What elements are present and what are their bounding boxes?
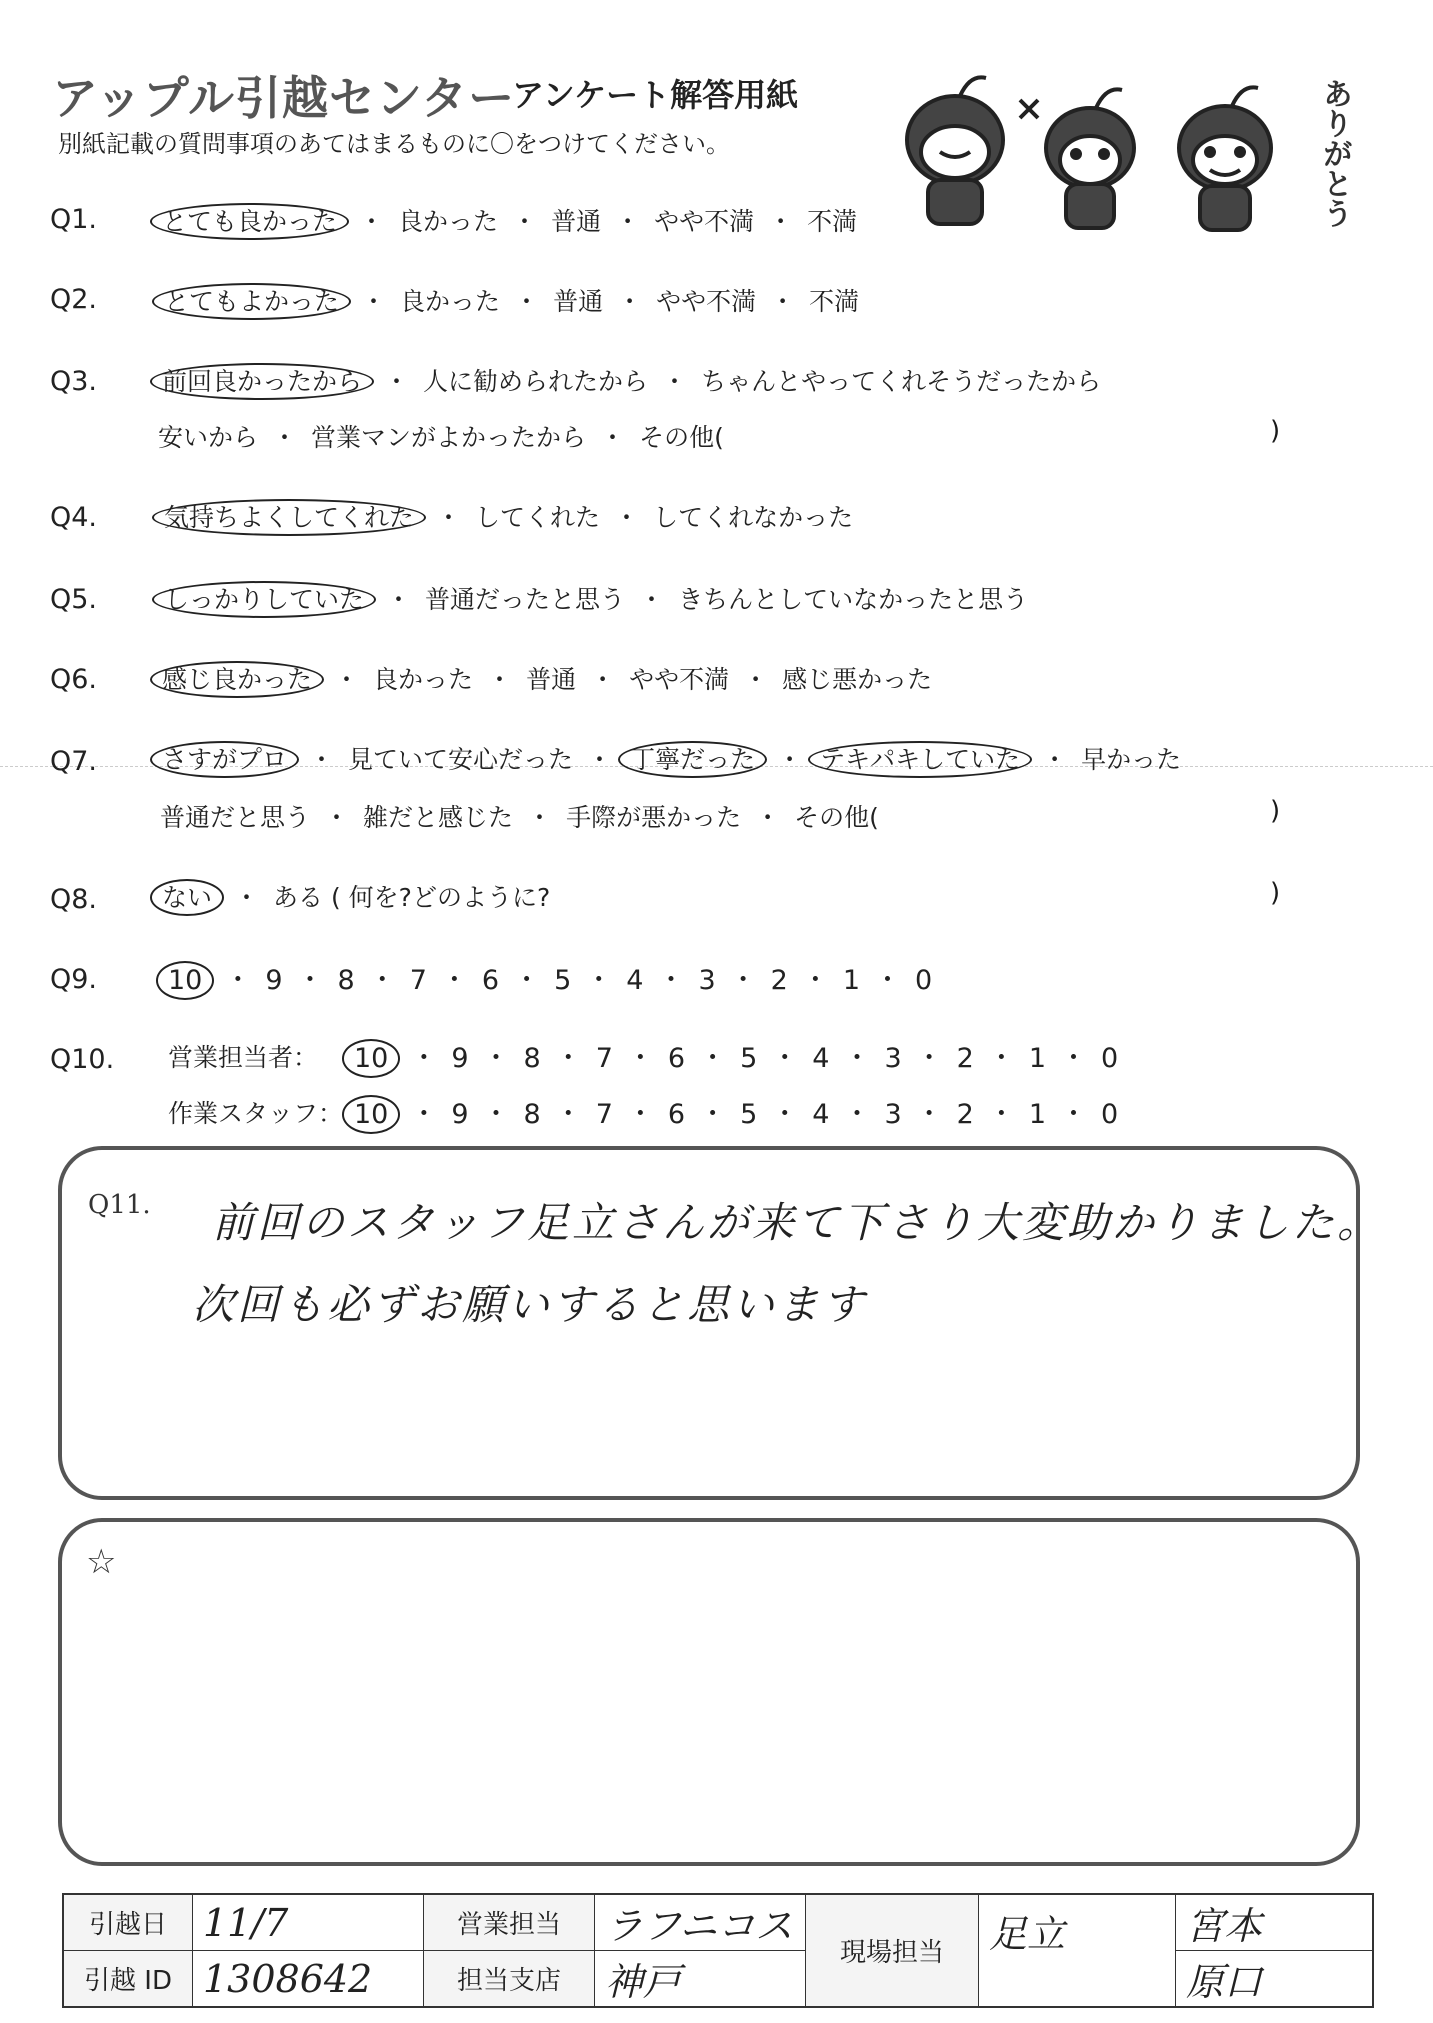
q10-staff-score[interactable]: 6 (667, 1099, 686, 1130)
q7-number: Q7. (50, 746, 98, 777)
q3-option[interactable]: 営業マンがよかったから (311, 423, 587, 452)
q9-score[interactable]: 4 (626, 965, 644, 996)
q2-option[interactable]: やや不満 (656, 287, 757, 316)
q10-sales-score[interactable]: 7 (595, 1043, 613, 1074)
q5-option-selected[interactable]: しっかりしていた (152, 581, 376, 618)
q10-sales-score[interactable]: 3 (884, 1043, 902, 1074)
q7-option[interactable]: 普通だと思う (160, 803, 311, 832)
site-staff-1[interactable]: 足立 (979, 1894, 1176, 2007)
q7-option-other[interactable]: その他( (794, 803, 879, 832)
q7-options-line2: 普通だと思う ・ 雑だと感じた ・ 手際が悪かった ・ その他( (160, 803, 879, 832)
q3-option[interactable]: 安いから (158, 423, 259, 452)
q10-staff-score[interactable]: 9 (451, 1099, 469, 1130)
q11-comment-line2: 次回も必ずお願いすると思います (192, 1280, 868, 1329)
star-comment-box[interactable] (58, 1518, 1360, 1866)
q9-number: Q9. (50, 964, 98, 995)
company-name: アップル引越センター (52, 71, 516, 125)
q1-options: とても良かった ・ 良かった ・ 普通 ・ やや不満 ・ 不満 (158, 202, 857, 238)
q1-option[interactable]: 不満 (807, 207, 858, 236)
q7-option-selected[interactable]: さすがプロ (150, 741, 299, 778)
q7-option[interactable]: 手際が悪かった (566, 803, 742, 832)
q10-sales-score[interactable]: 6 (667, 1043, 686, 1074)
q7-option[interactable]: 見ていて安心だった (348, 745, 574, 774)
q1-number: Q1. (50, 204, 98, 235)
q5-option[interactable]: 普通だったと思う (425, 585, 626, 614)
q11-comment-box[interactable] (58, 1146, 1383, 1500)
q9-scale: 10 ・ 9 ・ 8 ・ 7 ・ 6 ・ 5 ・ 4 ・ 3 ・ 2 ・ 1 ・ 0 (164, 958, 932, 997)
q7-option-selected[interactable]: テキパキしていた (808, 741, 1032, 778)
q8-paren-close: ) (1270, 878, 1281, 908)
q9-score-selected[interactable]: 10 (156, 961, 214, 1000)
q10-number: Q10. (50, 1044, 115, 1075)
q10-sales-score-selected[interactable]: 10 (342, 1039, 400, 1078)
q8-option-selected[interactable]: ない (150, 879, 224, 916)
q2-option[interactable]: 普通 (553, 287, 604, 316)
q10-staff-score[interactable]: 1 (1028, 1099, 1047, 1130)
q1-option-selected[interactable]: とても良かった (150, 203, 349, 240)
instruction-text: 別紙記載の質問事項のあてはまるものに〇をつけてください。 (58, 130, 730, 158)
move-date-label: 引越日 (63, 1894, 193, 1951)
q10-staff-score[interactable]: 5 (740, 1099, 758, 1130)
q3-paren-close: ) (1270, 416, 1281, 446)
q4-option-selected[interactable]: 気持ちよくしてくれた (152, 499, 426, 536)
q10-staff-scale: 10 ・ 9 ・ 8 ・ 7 ・ 6 ・ 5 ・ 4 ・ 3 ・ 2 ・ 1 ・ 0 (350, 1092, 1118, 1131)
q3-option[interactable]: ちゃんとやってくれそうだったから (701, 367, 1102, 396)
q8-option[interactable]: ある ( 何を?どのように? (273, 883, 551, 912)
q1-option[interactable]: やや不満 (654, 207, 755, 236)
branch-value[interactable]: 神戸 (595, 1951, 806, 2008)
q1-option[interactable]: 普通 (551, 207, 602, 236)
site-label: 現場担当 (806, 1894, 979, 2007)
q7-option[interactable]: 早かった (1081, 745, 1182, 774)
q4-number: Q4. (50, 502, 98, 533)
mascot-2 (1020, 89, 1134, 228)
q10-staff-label: 作業スタッフ： (168, 1099, 344, 1128)
q4-options: 気持ちよくしてくれた ・ してくれた ・ してくれなかった (160, 498, 853, 534)
q7-option[interactable]: 雑だと感じた (363, 803, 514, 832)
q2-options: とてもよかった ・ 良かった ・ 普通 ・ やや不満 ・ 不満 (160, 282, 859, 318)
q10-staff-score[interactable]: 4 (812, 1099, 830, 1130)
q7-options: さすがプロ ・ 見ていて安心だった ・ 丁寧だった ・ テキパキしていた ・ 早かった (158, 740, 1181, 776)
q5-options: しっかりしていた ・ 普通だったと思う ・ きちんとしていなかったと思う (160, 580, 1028, 616)
q10-staff-score[interactable]: 0 (1101, 1099, 1119, 1130)
q10-staff-score[interactable]: 3 (884, 1099, 902, 1130)
q10-sales-score[interactable]: 4 (812, 1043, 830, 1074)
mascot-caption: ありがとう (1317, 78, 1352, 228)
q10-staff-score[interactable]: 8 (523, 1099, 541, 1130)
sales-value[interactable]: ラフニコス (595, 1894, 806, 1951)
q6-option[interactable]: 感じ悪かった (782, 665, 933, 694)
site-staff-3[interactable]: 原口 (1176, 1951, 1374, 2008)
q9-score[interactable]: 0 (915, 965, 933, 996)
q4-option[interactable]: してくれなかった (653, 503, 854, 532)
q7-paren-close: ) (1270, 796, 1281, 826)
q3-options: 前回良かったから ・ 人に勧められたから ・ ちゃんとやってくれそうだったから (158, 362, 1101, 398)
footer-table (62, 1893, 1374, 2008)
q10-sales-label: 営業担当者： (168, 1043, 319, 1072)
q6-number: Q6. (50, 664, 98, 695)
q2-option[interactable]: 不満 (809, 287, 860, 316)
q2-option[interactable]: 良かった (400, 287, 501, 316)
branch-label: 担当支店 (424, 1951, 595, 2008)
q7-option-selected[interactable]: 丁寧だった (618, 741, 767, 778)
move-date-value[interactable]: 11/7 (193, 1894, 424, 1951)
q9-score[interactable]: 1 (842, 965, 861, 996)
q9-score[interactable]: 9 (265, 965, 283, 996)
q6-option[interactable]: 良かった (373, 665, 474, 694)
q6-options: 感じ良かった ・ 良かった ・ 普通 ・ やや不満 ・ 感じ悪かった (158, 660, 932, 696)
q10-sales-score[interactable]: 0 (1101, 1043, 1119, 1074)
mascot-illustration (870, 60, 1310, 240)
q9-score[interactable]: 3 (698, 965, 716, 996)
sales-label: 営業担当 (424, 1894, 595, 1951)
form-title: アンケート解答用紙 (512, 76, 799, 114)
q9-score[interactable]: 8 (337, 965, 355, 996)
q3-options-line2: 安いから ・ 営業マンがよかったから ・ その他( (158, 423, 724, 452)
q10-sales-score[interactable]: 5 (740, 1043, 758, 1074)
q10-sales-score[interactable]: 8 (523, 1043, 541, 1074)
q1-option[interactable]: 良かった (398, 207, 499, 236)
mascot-1 (907, 77, 1003, 224)
q3-option[interactable]: 人に勧められたから (423, 367, 649, 396)
q9-score[interactable]: 5 (554, 965, 572, 996)
q11-comment-line1: 前回のスタッフ足立さんが来て下さり大変助かりました。 (212, 1198, 1383, 1247)
q9-score[interactable]: 6 (481, 965, 500, 996)
q8-options: ない ・ ある ( 何を?どのように? (158, 878, 550, 914)
q6-option[interactable]: 普通 (526, 665, 577, 694)
q5-option[interactable]: きちんとしていなかったと思う (678, 585, 1029, 614)
q5-number: Q5. (50, 584, 98, 615)
q10-staff-score[interactable]: 7 (595, 1099, 613, 1130)
q6-option[interactable]: やや不満 (629, 665, 730, 694)
q6-option-selected[interactable]: 感じ良かった (150, 661, 324, 698)
q10-sales-score[interactable]: 2 (956, 1043, 974, 1074)
q10-staff-score-selected[interactable]: 10 (342, 1095, 400, 1134)
q3-option-other[interactable]: その他( (639, 423, 724, 452)
q2-option-selected[interactable]: とてもよかった (152, 283, 351, 320)
q11-number: Q11. (88, 1190, 151, 1220)
move-id-value[interactable]: 1308642 (193, 1951, 424, 2008)
q3-option-selected[interactable]: 前回良かったから (150, 363, 374, 400)
move-id-label: 引越 ID (63, 1951, 193, 2008)
q9-score[interactable]: 7 (409, 965, 427, 996)
q8-number: Q8. (50, 884, 98, 915)
q10-sales-score[interactable]: 1 (1028, 1043, 1047, 1074)
q10-sales-score[interactable]: 9 (451, 1043, 469, 1074)
q10-sales-scale: 10 ・ 9 ・ 8 ・ 7 ・ 6 ・ 5 ・ 4 ・ 3 ・ 2 ・ 1 ・ 0 (350, 1036, 1118, 1075)
mascot-3 (1179, 87, 1271, 230)
site-staff-2[interactable]: 宮本 (1176, 1894, 1374, 1951)
star-icon: ☆ (86, 1542, 117, 1582)
q3-number: Q3. (50, 366, 98, 397)
q9-score[interactable]: 2 (770, 965, 788, 996)
q4-option[interactable]: してくれた (475, 503, 601, 532)
q10-staff-score[interactable]: 2 (956, 1099, 974, 1130)
q2-number: Q2. (50, 284, 98, 315)
